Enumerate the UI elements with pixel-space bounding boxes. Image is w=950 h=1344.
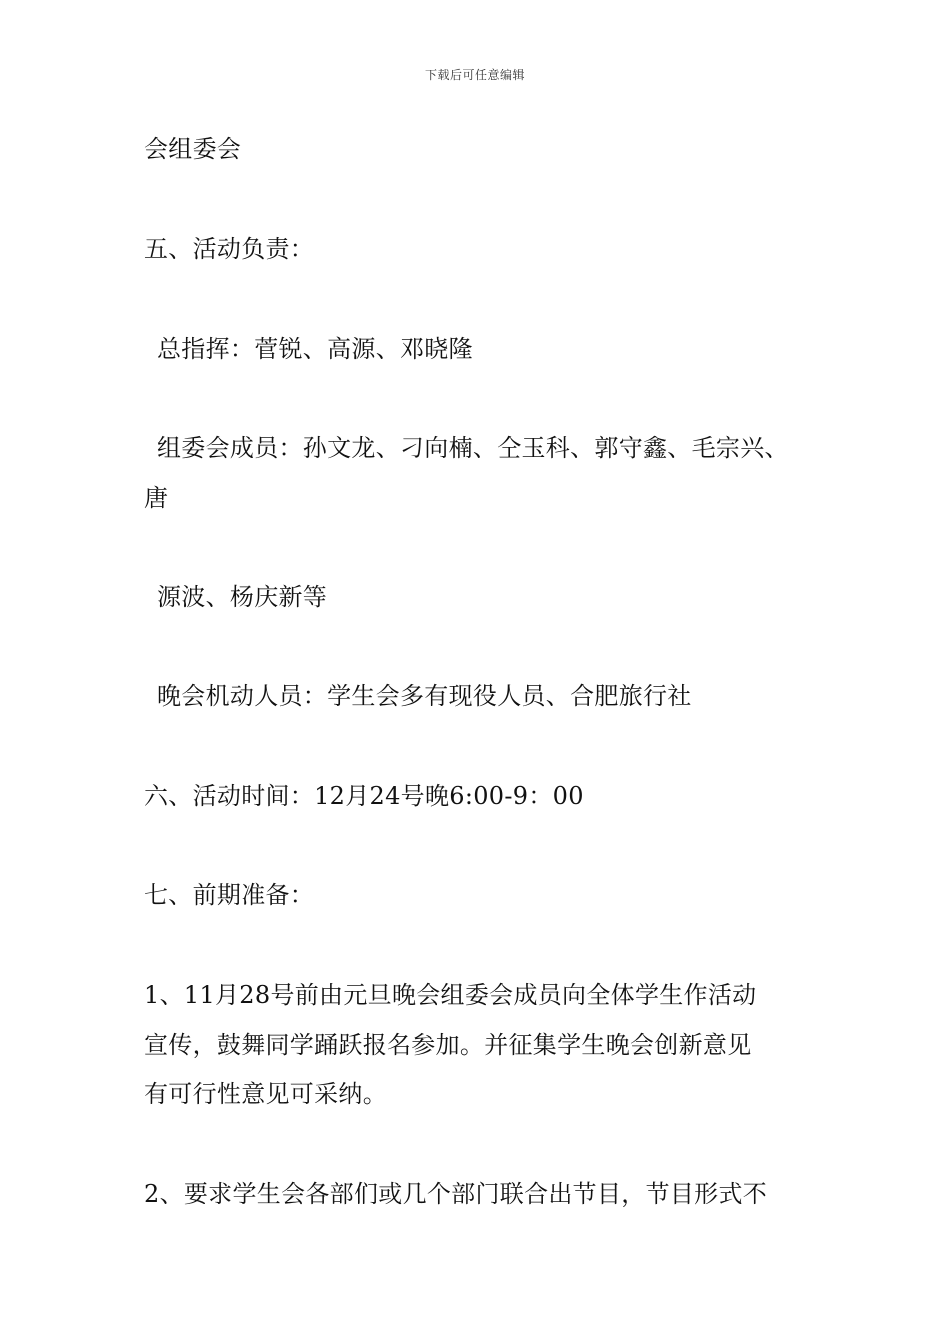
paragraph-line: 1、11月28号前由元旦晚会组委会成员向全体学生作活动 [144,981,757,1009]
paragraph-line: 2、要求学生会各部们或几个部门联合出节目，节目形式不 [144,1180,768,1208]
paragraph-line: 晚会机动人员：学生会多有现役人员、合肥旅行社 [157,682,692,710]
section-heading: 七、前期准备： [144,881,315,909]
paragraph-line: 源波、杨庆新等 [157,583,328,611]
section-heading: 五、活动负责： [144,235,315,263]
paragraph-line: 宣传，鼓舞同学踊跃报名参加。并征集学生晚会创新意见 [144,1031,752,1059]
section-heading: 六、活动时间：12月24号晚6:00-9：00 [144,782,584,810]
paragraph-line: 组委会成员：孙文龙、刁向楠、仝玉科、郭守鑫、毛宗兴、 [157,434,789,462]
paragraph-line: 总指挥：菅锐、高源、邓晓隆 [157,335,473,363]
paragraph-line: 有可行性意见可采纳。 [144,1080,387,1108]
page-header: 下载后可任意编辑 [424,68,525,82]
paragraph-line: 会组委会 [144,135,242,163]
paragraph-line: 唐 [144,484,169,512]
